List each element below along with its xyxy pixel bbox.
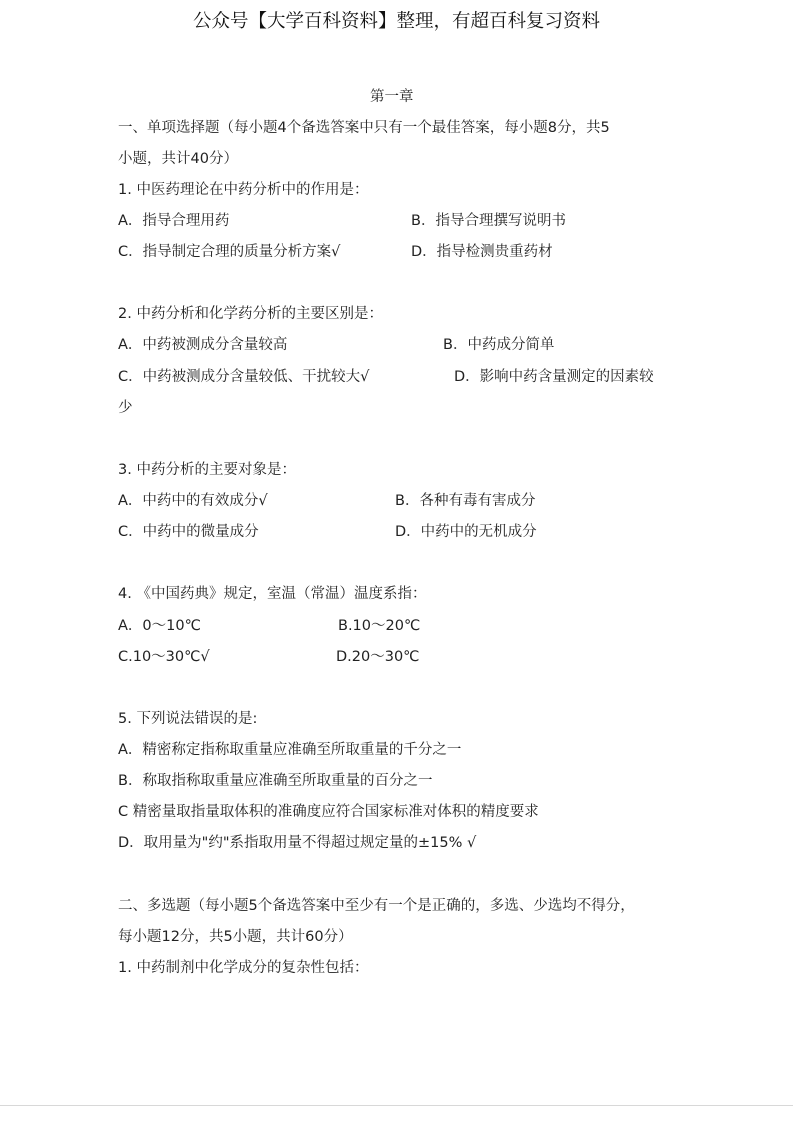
option-c: C.10～30℃√ xyxy=(118,649,210,665)
question-1: 1. 中医药理论在中药分析中的作用是： xyxy=(118,182,369,198)
option-d: D．影响中药含量测定的因素较 xyxy=(454,369,654,385)
page-header: 公众号【大学百科资料】整理，有超百科复习资料 xyxy=(192,11,600,32)
question-3: 3. 中药分析的主要对象是： xyxy=(118,462,296,478)
section1-title: 一、单项选择题（每小题4个备选答案中只有一个最佳答案，每小题8分，共5 xyxy=(118,120,610,136)
option-a: A．0～10℃ xyxy=(118,618,201,634)
option-c: C 精密量取指量取体积的准确度应符合国家标准对体积的精度要求 xyxy=(118,804,539,820)
option-a: A．中药被测成分含量较高 xyxy=(118,337,288,353)
option-b: B．指导合理撰写说明书 xyxy=(411,213,566,229)
option-d: D．指导检测贵重药材 xyxy=(411,244,553,260)
section2-title-cont: 每小题12分，共5小题，共计60分） xyxy=(118,929,353,945)
option-d-cont: 少 xyxy=(118,400,133,416)
option-b: B．中药成分简单 xyxy=(443,337,555,353)
page-bottom-divider xyxy=(0,1105,793,1106)
option-b: B．各种有毒有害成分 xyxy=(395,493,536,509)
option-b: B.10～20℃ xyxy=(338,618,421,634)
question-5: 5. 下列说法错误的是: xyxy=(118,711,258,727)
multi-question-1: 1. 中药制剂中化学成分的复杂性包括： xyxy=(118,960,369,976)
chapter-title: 第一章 xyxy=(370,89,414,105)
section2-title: 二、多选题（每小题5个备选答案中至少有一个是正确的，多选、少选均不得分， xyxy=(118,898,635,914)
question-4: 4. 《中国药典》规定，室温（常温）温度系指： xyxy=(118,586,427,602)
option-a: A．指导合理用药 xyxy=(118,213,230,229)
option-b: B．称取指称取重量应准确至所取重量的百分之一 xyxy=(118,773,433,789)
option-d: D.20～30℃ xyxy=(336,649,420,665)
option-c: C．指导制定合理的质量分析方案√ xyxy=(118,244,341,260)
option-d: D．中药中的无机成分 xyxy=(395,524,537,540)
option-c: C．中药中的微量成分 xyxy=(118,524,259,540)
option-c: C．中药被测成分含量较低、干扰较大√ xyxy=(118,369,370,385)
section1-title-cont: 小题，共计40分） xyxy=(118,151,238,167)
question-2: 2. 中药分析和化学药分析的主要区别是： xyxy=(118,306,383,322)
option-a: A．中药中的有效成分√ xyxy=(118,493,268,509)
option-d: D．取用量为"约"系指取用量不得超过规定量的±15% √ xyxy=(118,835,477,851)
option-a: A．精密称定指称取重量应准确至所取重量的千分之一 xyxy=(118,742,462,758)
